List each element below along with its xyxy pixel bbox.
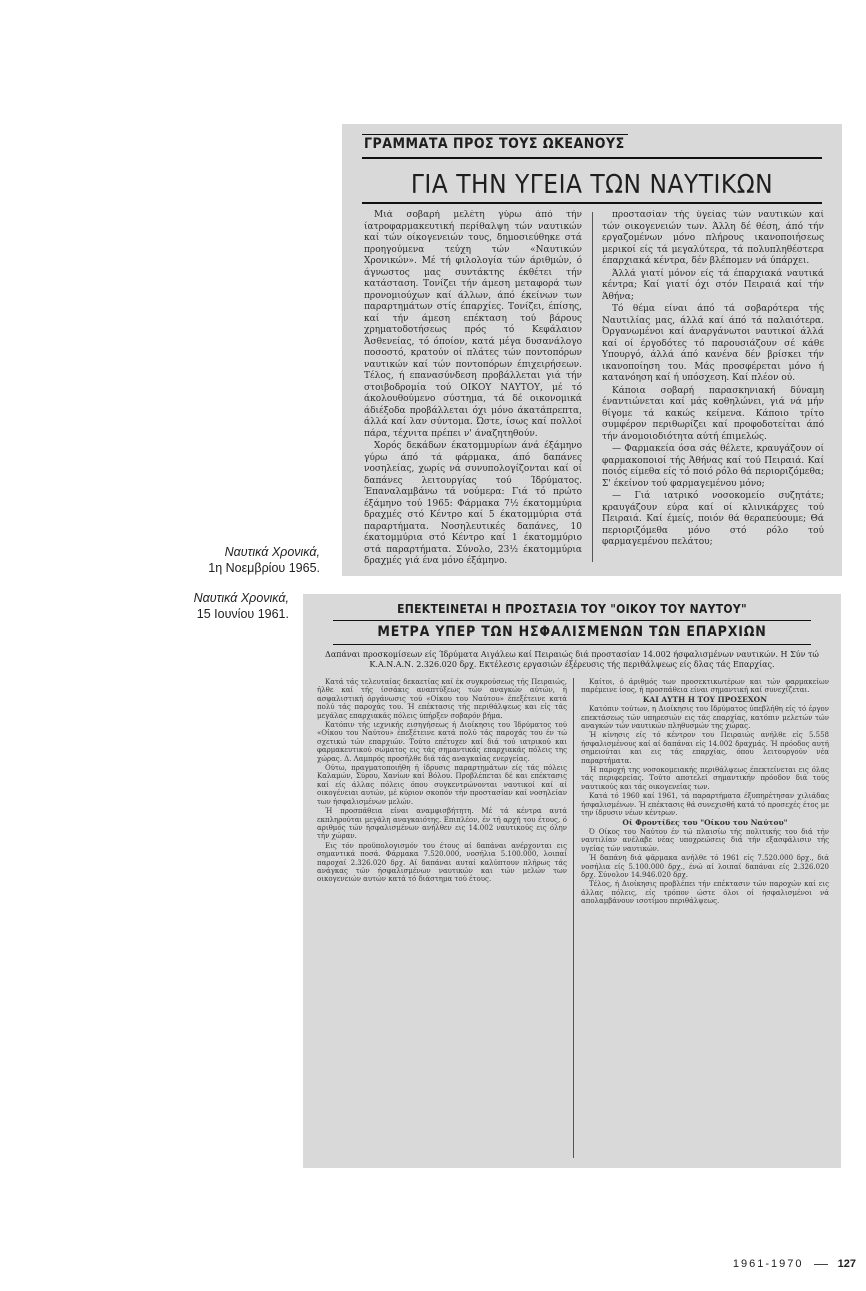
- clipping-kicker: ΓΡΑΜΜΑΤΑ ΠΡΟΣ ΤΟΥΣ ΩΚΕΑΝΟΥΣ: [364, 136, 625, 152]
- caption-date: 15 Ιουνίου 1961.: [196, 607, 289, 621]
- paragraph: Κατά τό 1960 καί 1961, τά παραρτήματα έξυπηρέτησαν χιλιάδας ήσφαλισμένων. Ή επέκτασις θά συνεχισθή κατά τό προσεχές έτος με την ίδρυσιν νέων κέντρων.: [581, 792, 829, 818]
- clipping-headline: ΓΙΑ ΤΗΝ ΥΓΕΙΑ ΤΩΝ ΝΑΥΤΙΚΩΝ: [410, 170, 774, 200]
- paragraph: προστασίαν τής ύγείας τών ναυτικών καί τών οικογενειών των. Άλλη δέ θέση, άπό τήν εργαζομένων μόνο πλήρους ικανοποιήσεως μερικοί είς τά μεγαλύτερα, τά πολυπληθέστερα έπαρχιακά κέντρα, δέν βλέπομεν νά ύπάρχει.: [602, 210, 824, 266]
- caption-source: Ναυτικά Χρονικά,: [224, 545, 320, 559]
- paragraph: Εις τόν προϋπολογισμόν του έτους αί δαπάναι ανέρχονται εις σημαντικά ποσά. Φάρμακα 7.520.000, νοσήλια 5.100.000, λοιπαί παροχαί 2.326.020 δρχ. Αί δαπάναι αυταί καλύπτουν πλήρως τάς ανάγκας τών ήσφαλισμένων ναυτικών και τών μελών των οικογενειών αυτών κατά τό διάστημα τού έτους.: [317, 841, 567, 884]
- newspaper-clipping-1965: [342, 124, 842, 576]
- column-divider: [592, 212, 593, 562]
- paragraph: Ή προσπάθεια είναι αναμφισβήτητη. Μέ τά κέντρα αυτά εκπληρούται μεγάλη αναγκαιότης. Επιπλέον, έν τή αρχή του έτους, ό αριθμός τών ήσφαλισμένων ανήλθεν εις 14.002 ναυτικούς εις όλην τήν χώραν.: [317, 807, 567, 841]
- caption-1961: [150, 590, 289, 622]
- article-column-right: [581, 678, 829, 1162]
- paragraph: — Γιά ιατρικό νοσοκομείο συζητάτε; κραυγάζουν εύρα καί οί κλινικάρχες τού Πειραιά. Καί έμείς, ποιόν θά θεραπεύουμε; Θά περιοριζόμεθα μόνο στό ρόλο τού φαρμαγεμένου πελάτου;: [602, 491, 824, 547]
- headline-rule: [362, 202, 822, 204]
- caption-date: 1η Νοεμβρίου 1965.: [208, 561, 320, 575]
- paragraph: Μιά σοβαρή μελέτη γύρω άπό τήν ίατροφαρμακευτική περίθαλψη τών ναυτικών καί τών οίκογενειών τους, δημοσιεύθηκε στά προηγούμενα τεύχη τών «Ναυτικών Χρονικών». Μέ τή φιλολογία τών άριθμών, ό άγνωστος μας συντάκτης έκθέτει τήν κατάσταση. Τονίζει τήν άμεση μεταφορά των προνομιούχων καί άλλων, άπό έκείνων των παραρτημάτων στίς έπαρχίες. Τονίζει, έπίσης, καί τήν άμεση επέκταση τού βάρους χρηματοδοτήσεως πρός τό Κεφάλαιον Άσθενείας, τό όποίον, κατά μέγα δυσανάλογο ποσοστό, κρατούν οί πλάτες τών ποντοπόρων ναυτικών καί τών ποντοπόρων έπιχειρήσεων. Τέλος, ή επανασύνδεση προβάλλεται γιά τήν στοιβοδρομία τού ΟΙΚΟΥ ΝΑΥΤΟΥ, μέ τό άκολουθούμενο σύστημα, τά δέ οικονομικά άδιέξοδα προβάλλεται όχι μόνο άκατάπρεπτα, άλλά καί λαν σύντομα. Ώστε, ίσως καί πολλοί πάρα, τέχνιτα πρέπει ν' άναζητηθούν.: [364, 210, 582, 439]
- paragraph: Κατόπιν τής ιεχνικής εισηγήσεως ή Διοίκησις του Ίδρύματος τού «Οίκου του Ναύτου» έπεξέτεινε κατά πολύ τάς παροχάς του έν τώ σχετικώ τών επαρχιών. Τούτο επέτυχεν καί διά τού ιατρικού και φαρμακευτικού σώματος εις τάς σημαντικάς επαρχιακάς πόλεις της χώρας. Δ. Λαμπρός προσήλθε διά τάς αναγκαίας ενεργείας.: [317, 721, 567, 763]
- newspaper-clipping-1961: [303, 594, 841, 1168]
- clipping-headline-1: ΕΠΕΚΤΕΙΝΕΤΑΙ Η ΠΡΟΣΤΑΣΙΑ ΤΟΥ "ΟΙΚΟΥ ΤΟΥ ΝΑΥΤΟΥ": [397, 602, 747, 616]
- subheading: ΚΑΙ ΑΥΤΗ Η ΤΟΥ ΠΡΟΣΕΧΟΝ: [642, 694, 768, 704]
- paragraph: — Φαρμακεία όσα σάς θέλετε, κραυγάζουν οί φαρμακοποιοί τής Άθήνας καί τού Πειραιά. Καί ποιός είμεθα είς τό ποιό ρόλο θά περιοριζόμεθα; Σ' έκείνον τού φαρμαγεμένου μόνο;: [602, 444, 824, 489]
- paragraph: Ή δαπάνη διά φάρμακα ανήλθε τό 1961 είς 7.520.000 δρχ., διά νοσήλια είς 5.100.000 δρχ., ένώ αί λοιπαί δαπάναι είς 2.326.020 δρχ. Σύνολον 14.946.020 δρχ.: [581, 854, 829, 879]
- article-column-left: [364, 210, 582, 566]
- clipping-headline-2: ΜΕΤΡΑ ΥΠΕΡ ΤΩΝ ΗΣΦΑΛΙΣΜΕΝΩΝ ΤΩΝ ΕΠΑΡΧΙΩΝ: [377, 624, 767, 640]
- paragraph: Καίτοι, ό άριθμός των προσεκτικωτέρων και τών φαρμακείων παρέμεινε ίσος, ή προσπάθεια είναι σημαντική καί συνεχίζεται.: [581, 678, 829, 695]
- paragraph: Ούτω, πραγματοποιήθη ή ίδρυσις παραρτημάτων είς τάς πόλεις Καλαμών, Σύρου, Χανίων καί Βόλου. Προβλέπεται δέ και επέκτασις καί είς άλλας πόλεις όπου συγκεντρώνονται ναυτικοί καί αί οικογένειαι αυτών, μέ κύριον σκοπόν τήν προστασίαν καί νοσηλείαν των ήσφαλισμένων μελών.: [317, 764, 567, 806]
- paragraph: Ή κίνησις είς τό κέντρον του Πειραιώς ανήλθε είς 5.558 ήσφαλισμένους καί αί δαπάναι είς 14.002 δραχμάς. Ή πρόοδος αυτή σημειούται και εις τάς επαρχίας, όπου λειτουργούν νέα παραρτήματα.: [581, 731, 829, 765]
- headline-rule: [333, 644, 811, 645]
- kicker-top-rule: [362, 134, 628, 135]
- article-column-right: [602, 210, 824, 566]
- clipping-lede: Δαπάναι προσκομίσεων είς Ίδρύματα Αιγάλεω καί Πειραιώς διά προστασίαν 14.002 ήσφαλισμένων ναυτικών. Η Σύν τώ Κ.Α.Ν.Α.Ν. 2.326.020 δρχ. Εκτέλεσις εργασιών έξέρευσις τής περιθάλψεως είς δλας τάς Επαρχίας.: [325, 650, 819, 669]
- paragraph: Κάποια σοβαρή παρασκηνιακή δύναμη έναντιώνεται καί μάς κοθηλώνει, γιά νά μήν θίγομε τά κακώς κείμενα. Κάποιο τρίτο συμφέρον περιθωρίζει καί προφοδοτείται άπό τήν άνομοιοδιότητα αύτή έπιμελώς.: [602, 385, 824, 442]
- article-column-left: [317, 678, 567, 1162]
- page-footer: [733, 1258, 856, 1270]
- headline-rule: [333, 620, 811, 621]
- paragraph: Ή παροχή της νοσοκομειακής περιθάλψεως έπεκτείνεται εις όλας τάς περιφερείας. Τούτο αποτελεί σημαντικήν πρόοδον διά τούς ναυτικούς και τάς οικογενείας των.: [581, 766, 829, 791]
- subheading: Οί Φροντίδες του "Οίκου του Ναύτου": [622, 817, 788, 827]
- page-number: 127: [837, 1258, 856, 1270]
- column-divider: [573, 678, 574, 1158]
- caption-source: Ναυτικά Χρονικά,: [193, 591, 289, 605]
- footer-dash: [814, 1264, 828, 1265]
- caption-1965: [180, 544, 320, 576]
- decade-label: 1961-1970: [732, 1258, 804, 1270]
- paragraph: Άλλά γιατί μόνον είς τά έπαρχιακά ναυτικά κέντρα; Καί γιατί όχι στόν Πειραιά καί τήν Άθήνα;: [602, 268, 824, 302]
- paragraph: Κατόπιν τούτων, η Διοίκησις του Ιδρύματος ύπεβλήθη είς τό έργον επεκτάσεως τών υπηρεσιών εις τάς επαρχίας, κατόπιν μελετών τών αναγκών τών ναυτικών πληθυσμών της χώρας.: [581, 705, 829, 731]
- paragraph: Τό θέμα είναι άπό τά σοβαρότερα τής Ναυτιλίας μας, άλλά καί άπό τά παλαιότερα. Όργανωμένοι καί άναργάνωτοι ναυτικοί άλλά καί οί έργοδότες τό παρουσιάζουν σέ κάθε Υπουργό, άλλά άπό κανένα δέν βρίσκει τήν ικανοποίηση του. Μάς προσφέρεται μόνο ή κατανόηση καί ή υπόσχεση. Καί πλέον ού.: [602, 304, 824, 383]
- kicker-bottom-rule: [362, 157, 822, 159]
- paragraph: Τέλος, ή Διοίκησις προβλέπει τήν επέκτασιν τών παροχών καί εις άλλας πόλεις, είς τρόπον ώστε όλοι οί ήσφαλισμένοι νά απολαμβάνουν ισοτίμου περιθάλψεως.: [581, 880, 829, 906]
- paragraph: Χορός δεκάδων έκατομμυρίων άνά έξάμηνο γύρω άπό τά φάρμακα, άπό δαπάνες νοσηλείας, χωρίς νά συνυπολογίζονται καί οί δαπάνες λειτουργίας τού Ίδρύματος. Έπαναλαμβάνω τά νούμερα: Γιά τό πρώτο έξάμηνο τού 1965: Φάρμακα 7½ έκατομμύρια δραχμές στό Κέντρο καί 5 έκατομμύρια στά παραρτήματα. Νοσηλευτικές δαπάνες, 10 έκατομμύρια στό Κέντρο καί 1 έκατομμύριο στά παραρτήματα. Σύνολο, 23½ έκατομμύρια δραχμές γιά ένα μόνο έξάμηνο.: [364, 441, 582, 566]
- paragraph: Ό Οίκος του Ναύτου έν τώ πλαισίω τής πολιτικής του διά τήν ναυτιλίαν ανέλαβε νέας υποχρεώσεις διά τήν εξασφάλισιν τής υγείας τών ναυτικών.: [581, 827, 829, 853]
- paragraph: Κατά τάς τελευταίας δεκαετίας καί έκ συγκρούσεως τής Πειραιώς, ήλθε καί τής ίσσάκις αναπτύξεως τών αναγκών αύτών, ή ασφαλιστική όργάνωσις τού «Οίκου του Ναύτου» έπεξέτεινε κατά πολύ τάς παροχάς του. Ή επέκτασις τής περιθάλψεως και είς τάς μεγάλας επαρχιακάς πόλεις ύπήρξεν σοβαρόν βήμα.: [317, 678, 567, 720]
